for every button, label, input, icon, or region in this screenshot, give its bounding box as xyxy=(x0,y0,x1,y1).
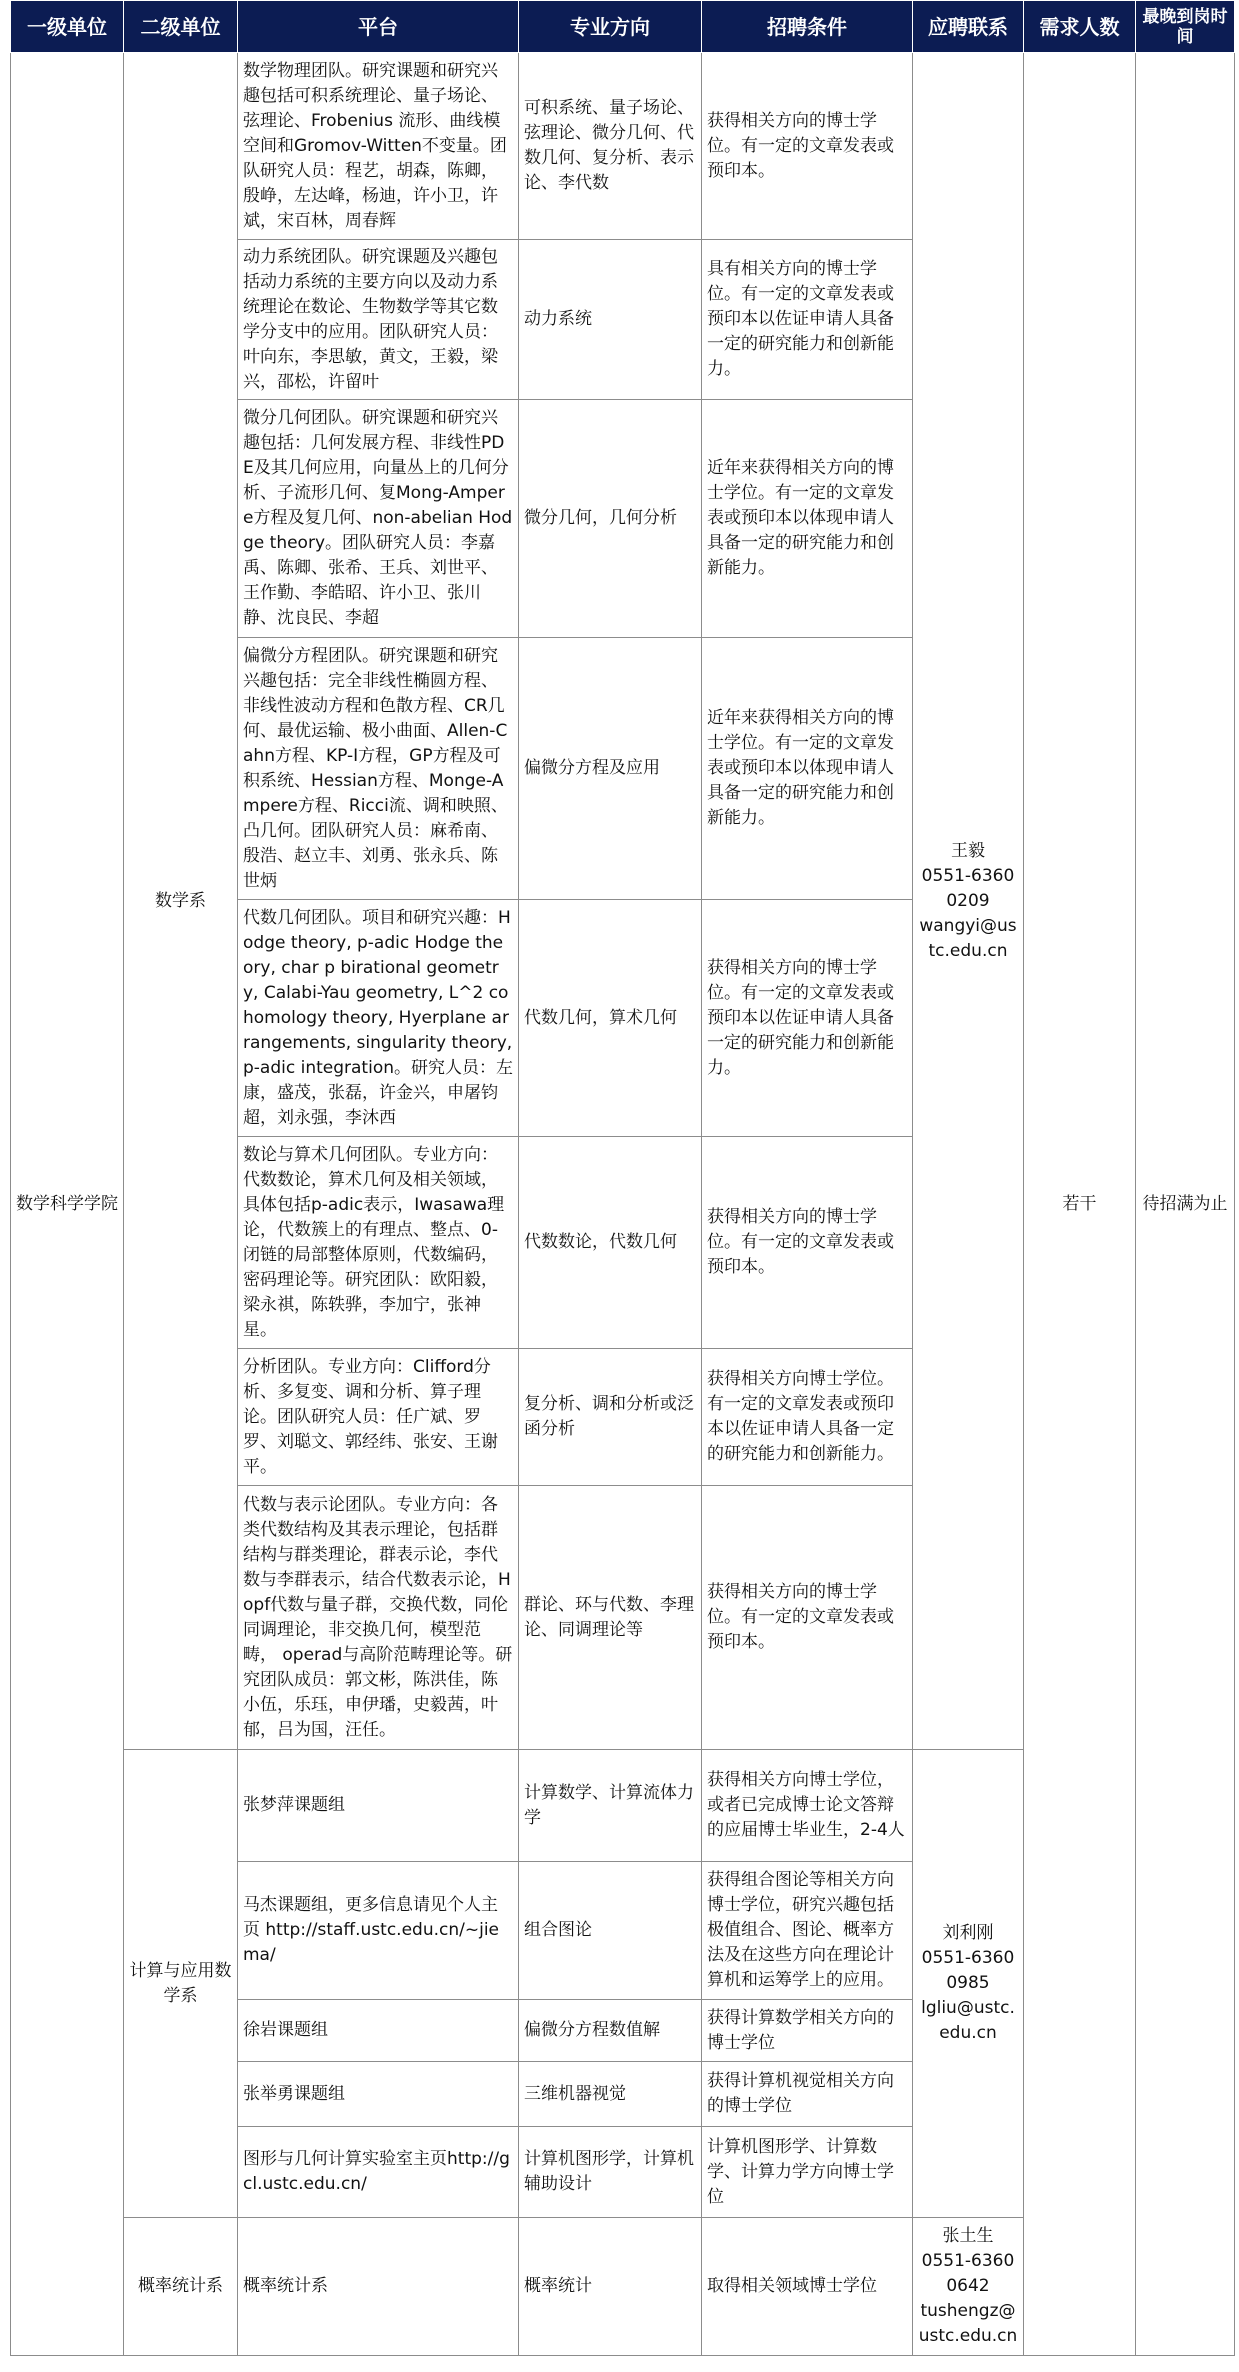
contact-name: 张土生 xyxy=(942,2226,994,2246)
contact-email[interactable]: wangyi@ustc.edu.cn xyxy=(919,915,1017,961)
header-demand: 需求人数 xyxy=(1024,1,1136,53)
contact-cell xyxy=(913,2218,1024,2356)
condition-cell: 取得相关领域博士学位 xyxy=(702,2218,913,2356)
contact-name: 刘利刚 xyxy=(942,1923,994,1943)
header-contact: 应聘联系 xyxy=(913,1,1024,53)
condition-cell: 近年来获得相关方向的博士学位。有一定的文章发表或预印本以体现申请人具备一定的研究能力和创新能力。 xyxy=(702,638,913,900)
platform-cell: 分析团队。专业方向：Clifford分析、多复变、调和分析、算子理论。团队研究人员：任广斌、罗罗、刘聪文、郭经纬、张安、王谢平。 xyxy=(238,1349,519,1486)
condition-cell: 获得相关方向的博士学位。有一定的文章发表或预印本。 xyxy=(702,53,913,240)
contact-phone: 0551-63600985 xyxy=(921,1948,1015,1993)
platform-cell: 动力系统团队。研究课题及兴趣包括动力系统的主要方向以及动力系统理论在数论、生物数学等其它数学分支中的应用。团队研究人员：叶向东，李思敏，黄文，王毅，梁兴，邵松，许留叶 xyxy=(238,240,519,400)
contact-email[interactable]: tushengz@ustc.edu.cn xyxy=(918,2301,1018,2346)
direction-cell: 代数几何，算术几何 xyxy=(519,900,702,1137)
contact-phone: 0551-63600209 xyxy=(921,865,1015,911)
platform-cell: 张举勇课题组 xyxy=(238,2062,519,2127)
header-platform: 平台 xyxy=(238,1,519,53)
header-level1: 一级单位 xyxy=(11,1,124,53)
direction-cell: 可积系统、量子场论、弦理论、微分几何、代数几何、复分析、表示论、李代数 xyxy=(519,53,702,240)
direction-cell: 偏微分方程及应用 xyxy=(519,638,702,900)
condition-cell: 获得计算机视觉相关方向的博士学位 xyxy=(702,2062,913,2127)
condition-cell: 获得组合图论等相关方向博士学位，研究兴趣包括极值组合、图论、概率方法及在这些方向在理论计算机和运筹学上的应用。 xyxy=(702,1862,913,2000)
direction-cell: 偏微分方程数值解 xyxy=(519,2000,702,2062)
condition-cell: 获得相关方向的博士学位。有一定的文章发表或预印本。 xyxy=(702,1137,913,1349)
header-deadline: 最晚到岗时间 xyxy=(1136,1,1235,53)
condition-cell: 计算机图形学、计算数学、计算力学方向博士学位 xyxy=(702,2127,913,2218)
demand-cell: 若干 xyxy=(1024,53,1136,2356)
platform-cell: 代数几何团队。项目和研究兴趣：Hodge theory, p-adic Hodge theory, char p birational geometry, Calabi-Yau geometry, L^2 cohomology theory, Hyerplane arrangements, singularity theory, p-adic integration。研究人员：左康，盛茂，张磊，许金兴，申屠钧超，刘永强，李沐西 xyxy=(238,900,519,1137)
header-level2: 二级单位 xyxy=(124,1,238,53)
platform-cell: 偏微分方程团队。研究课题和研究兴趣包括：完全非线性椭圆方程、非线性波动方程和色散方程、CR几何、最优运输、极小曲面、Allen-Cahn方程、KP-I方程，GP方程及可积系统、Hessian方程、Monge-Ampere方程、Ricci流、调和映照、凸几何。团队研究人员：麻希南、殷浩、赵立丰、刘勇、张永兵、陈世炳 xyxy=(238,638,519,900)
platform-cell: 数论与算术几何团队。专业方向：代数数论，算术几何及相关领域，具体包括p-adic表示，Iwasawa理论，代数簇上的有理点、整点、0-闭链的局部整体原则，代数编码，密码理论等。研究团队：欧阳毅，梁永祺，陈轶骅，李加宁，张神星。 xyxy=(238,1137,519,1349)
condition-cell: 获得相关方向博士学位，或者已完成博士论文答辩的应届博士毕业生，2-4人 xyxy=(702,1750,913,1862)
direction-cell: 群论、环与代数、李理论、同调理论等 xyxy=(519,1486,702,1750)
direction-cell: 计算机图形学，计算机辅助设计 xyxy=(519,2127,702,2218)
platform-cell: 概率统计系 xyxy=(238,2218,519,2356)
contact-phone: 0551-63600642 xyxy=(921,2251,1015,2296)
header-direction: 专业方向 xyxy=(519,1,702,53)
contact-email[interactable]: lgliu@ustc.edu.cn xyxy=(921,1998,1015,2043)
table-row xyxy=(11,53,1235,240)
level1-unit: 数学科学学院 xyxy=(11,53,124,2356)
direction-cell: 概率统计 xyxy=(519,2218,702,2356)
direction-cell: 计算数学、计算流体力学 xyxy=(519,1750,702,1862)
direction-cell: 组合图论 xyxy=(519,1862,702,2000)
direction-cell: 微分几何，几何分析 xyxy=(519,400,702,638)
header-row xyxy=(11,1,1235,53)
direction-cell: 三维机器视觉 xyxy=(519,2062,702,2127)
platform-cell: 张梦萍课题组 xyxy=(238,1750,519,1862)
platform-cell: 微分几何团队。研究课题和研究兴趣包括：几何发展方程、非线性PDE及其几何应用，向量丛上的几何分析、子流形几何、复Mong-Ampere方程及复几何、non-abelian Hodge theory。团队研究人员：李嘉禹、陈卿、张希、王兵、刘世平、王作勤、李皓昭、许小卫、张川静、沈良民、李超 xyxy=(238,400,519,638)
condition-cell: 具有相关方向的博士学位。有一定的文章发表或预印本以佐证申请人具备一定的研究能力和创新能力。 xyxy=(702,240,913,400)
platform-cell: 马杰课题组，更多信息请见个人主页 http://staff.ustc.edu.cn/~jiema/ xyxy=(238,1862,519,2000)
direction-cell: 复分析、调和分析或泛函分析 xyxy=(519,1349,702,1486)
deadline-cell: 待招满为止 xyxy=(1136,53,1235,2356)
condition-cell: 获得相关方向的博士学位。有一定的文章发表或预印本。 xyxy=(702,1486,913,1750)
contact-cell xyxy=(913,1750,1024,2218)
contact-cell xyxy=(913,53,1024,1750)
condition-cell: 获得计算数学相关方向的博士学位 xyxy=(702,2000,913,2062)
platform-cell: 图形与几何计算实验室主页http://gcl.ustc.edu.cn/ xyxy=(238,2127,519,2218)
header-condition: 招聘条件 xyxy=(702,1,913,53)
direction-cell: 代数数论，代数几何 xyxy=(519,1137,702,1349)
direction-cell: 动力系统 xyxy=(519,240,702,400)
condition-cell: 获得相关方向博士学位。有一定的文章发表或预印本以佐证申请人具备一定的研究能力和创新能力。 xyxy=(702,1349,913,1486)
dept-name: 计算与应用数学系 xyxy=(124,1750,238,2218)
dept-name: 数学系 xyxy=(124,53,238,1750)
condition-cell: 近年来获得相关方向的博士学位。有一定的文章发表或预印本以体现申请人具备一定的研究能力和创新能力。 xyxy=(702,400,913,638)
condition-cell: 获得相关方向的博士学位。有一定的文章发表或预印本以佐证申请人具备一定的研究能力和创新能力。 xyxy=(702,900,913,1137)
platform-cell: 数学物理团队。研究课题和研究兴趣包括可积系统理论、量子场论、弦理论、Frobenius 流形、曲线模空间和Gromov-Witten不变量。团队研究人员：程艺，胡森，陈卿，殷峥，左达峰，杨迪，许小卫，许斌，宋百林，周春辉 xyxy=(238,53,519,240)
recruitment-table xyxy=(10,0,1235,2356)
platform-cell: 代数与表示论团队。专业方向：各类代数结构及其表示理论，包括群结构与群类理论，群表示论，李代数与李群表示，结合代数表示论，Hopf代数与量子群，交换代数，同伦同调理论，非交换几何，模型范畴， operad与高阶范畴理论等。研究团队成员：郭文彬，陈洪佳，陈小伍，乐珏，申伊璠，史毅茜，叶郁，吕为国，汪任。 xyxy=(238,1486,519,1750)
dept-name: 概率统计系 xyxy=(124,2218,238,2356)
contact-name: 王毅 xyxy=(951,840,985,861)
platform-cell: 徐岩课题组 xyxy=(238,2000,519,2062)
